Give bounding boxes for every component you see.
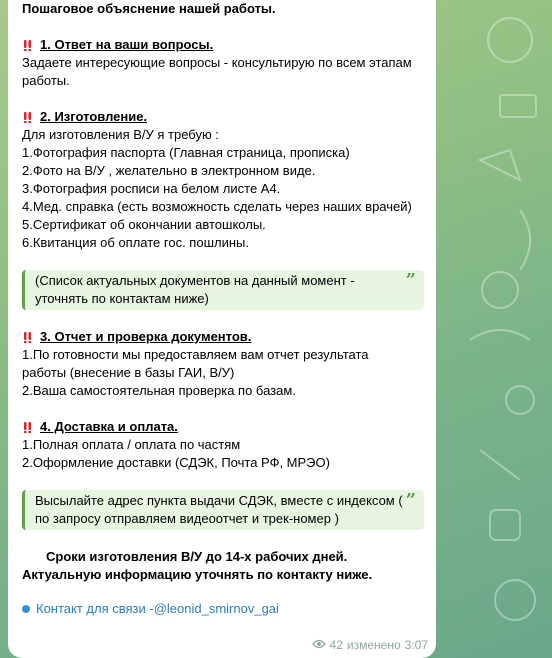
section-heading-text: 2. Изготовление. (40, 109, 148, 124)
eye-icon (312, 636, 326, 654)
edited-label: изменено (346, 638, 401, 652)
section-line: 4.Мед. справка (есть возможность сделать через наших врачей) (22, 199, 412, 214)
quote-line: Высылайте адрес пункта выдачи СДЭК, вместе с индексом ( (35, 493, 403, 508)
blue-dot-icon (22, 605, 30, 613)
red-exclamation-icon (22, 111, 34, 123)
background-doodles (440, 0, 552, 658)
quote-icon: ” (405, 270, 416, 291)
message-meta (312, 636, 428, 654)
section-heading (22, 328, 424, 346)
message-time: 3:07 (404, 638, 428, 652)
quote-block-delivery (22, 490, 424, 530)
quote-block-documents (22, 270, 424, 310)
section-line: 1.Полная оплата / оплата по частям (22, 437, 241, 452)
final-note-line-2: Актуальную информацию уточнять по контакту ниже. (22, 567, 373, 582)
section-heading (22, 418, 424, 436)
final-note (22, 548, 424, 584)
section-line: Задаете интересующие вопросы - консультирую по всем этапам (22, 55, 412, 70)
red-exclamation-icon (22, 421, 34, 433)
section-line: 2.Ваша самостоятельная проверка по базам. (22, 383, 296, 398)
contact-label: Контакт для связи - (36, 601, 154, 616)
section-line: работы. (22, 73, 70, 88)
section-line: 5.Сертификат об окончании автошколы. (22, 217, 266, 232)
red-exclamation-icon (22, 331, 34, 343)
section-line: Для изготовления В/У я требую : (22, 127, 219, 142)
section-line: 2.Оформление доставки (СДЭК, Почта РФ, МРЭО) (22, 455, 330, 470)
section-heading-text: 1. Ответ на ваши вопросы. (40, 37, 214, 52)
message-title: Пошаговое объяснение нашей работы. (22, 1, 276, 16)
section-line: 3.Фотография росписи на белом листе А4. (22, 181, 281, 196)
section-heading-text: 3. Отчет и проверка документов. (40, 329, 252, 344)
section-4 (22, 418, 424, 472)
contact-row (22, 600, 424, 618)
section-2 (22, 108, 424, 252)
section-heading (22, 108, 424, 126)
final-note-line-1: Сроки изготовления В/У до 14-х рабочих дней. (46, 549, 348, 564)
message-bubble (8, 0, 436, 658)
section-line: 1.По готовности мы предоставляем вам отчет результата (22, 347, 369, 362)
quote-line: по запросу отправляем видеоотчет и трек-номер ) (35, 511, 339, 526)
section-line: 2.Фото на В/У , желательно в электронном виде. (22, 163, 316, 178)
quote-icon: ” (405, 490, 416, 511)
quote-line: (Список актуальных документов на данный момент - (35, 273, 355, 288)
section-heading-text: 4. Доставка и оплата. (40, 419, 178, 434)
quote-line: уточнять по контактам ниже) (35, 291, 209, 306)
views-count: 42 (329, 638, 343, 652)
section-heading (22, 36, 424, 54)
section-line: 6.Квитанция об оплате гос. пошлины. (22, 235, 249, 250)
section-3 (22, 328, 424, 400)
section-line: 1.Фотография паспорта (Главная страница, прописка) (22, 145, 350, 160)
section-1 (22, 36, 424, 90)
section-line: работы (внесение в базы ГАИ, В/У) (22, 365, 235, 380)
red-exclamation-icon (22, 39, 34, 51)
contact-link[interactable]: @leonid_smirnov_gai (153, 601, 279, 616)
